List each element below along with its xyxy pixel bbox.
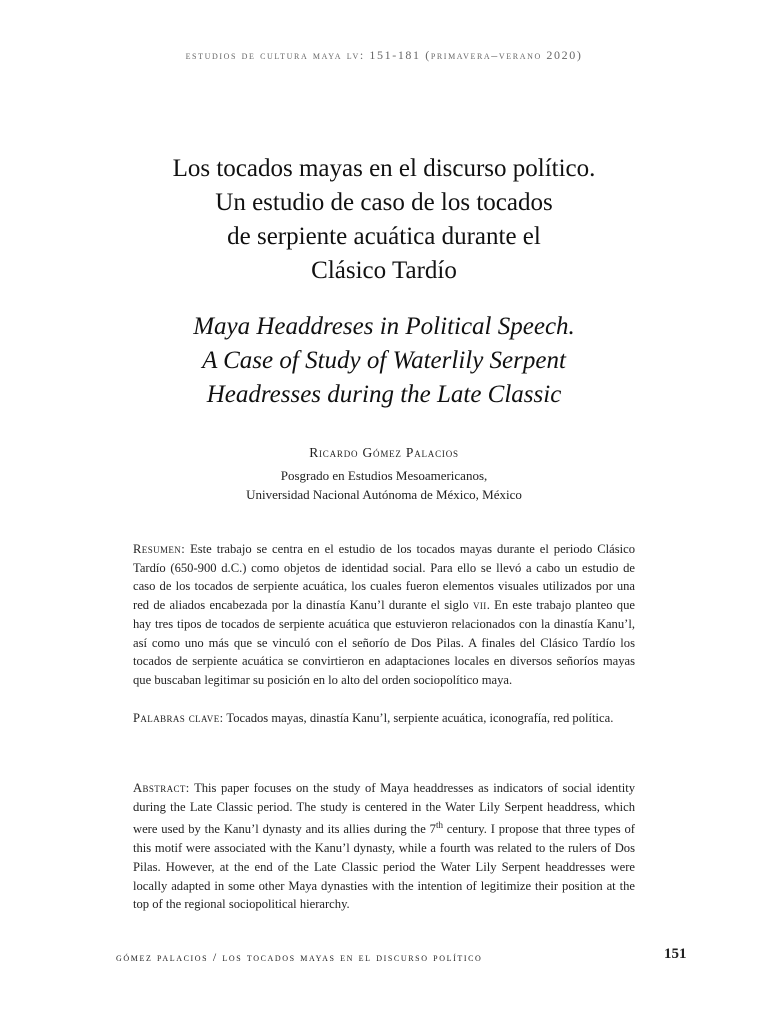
title-es-line: Los tocados mayas en el discurso político. (172, 155, 596, 182)
author-affiliation (0, 466, 768, 504)
ordinal-superscript: th (435, 820, 443, 831)
page-number: 151 (664, 946, 687, 962)
title-es-line: de serpiente acuática durante el (227, 223, 541, 250)
article-title-spanish (84, 152, 684, 288)
resumen-label: Resumen: (133, 542, 186, 556)
author-name: Ricardo Gómez Palacios (309, 445, 459, 460)
running-head: estudios de cultura maya lv: 151-181 (primavera–verano 2020) (185, 48, 583, 62)
title-en-line: Maya Headdreses in Political Speech. (193, 313, 575, 340)
abstract-label: Abstract: (133, 781, 190, 795)
article-title-english (84, 310, 684, 412)
resumen-text: Este trabajo se centra en el estudio de los tocados mayas durante el periodo Clásico Tardío (650-900 d.C.) como objetos de identidad social. Para ello se llevó a cabo un estudio de caso de los tocados de serpiente acuática, los cuales fueron elementos visuales utilizados por una red de aliados encabezada por la dinastía Kanu’l durante el siglo (133, 542, 635, 613)
abstract-text: This paper focuses on the study of Maya headdresses as indicators of social identity during the Late Classic period. The study is centered in the Water Lily Serpent headdress, which were used by the Kanu’l dynasty and its allies during the 7 (133, 781, 635, 837)
title-en-line: Headresses during the Late Classic (206, 381, 562, 408)
affiliation-line: Universidad Nacional Autónoma de México, México (246, 487, 522, 502)
keywords-text: Tocados mayas, dinastía Kanu’l, serpiente acuática, iconografía, red política. (223, 711, 614, 725)
keywords-label: Palabras clave: (133, 711, 224, 725)
century-numeral: vii (473, 598, 487, 613)
title-en-line: A Case of Study of Waterlily Serpent (202, 347, 566, 374)
abstract-paragraph (133, 779, 635, 914)
running-foot: gómez palacios / los tocados mayas en el discurso político (116, 950, 483, 964)
resumen-text-continued: . En este trabajo planteo que hay tres tipos de tocados de serpiente acuática que estuvieron relacionados con la dinastía Kanu’l, así como uno más que se vinculó con el señorío de Dos Pilas. A finales del Clásico Tardío los tocados de serpiente acuática se convirtieron en adaptaciones locales en diversos señoríos mayas que buscaban legitimar su posición en lo alto del orden sociopolítico maya. (133, 598, 635, 687)
abstract-text-continued: century. I propose that three types of this motif were associated with the Kanu’l dynasty, while a fourth was related to the rulers of Dos Pilas. However, at the end of the Late Classic period the Water Lily Serpent headdresses were locally adapted in some other Maya dynasties with the intention of legitimize their position at the top of the regional sociopolitical hierarchy. (133, 822, 635, 912)
keywords-paragraph (133, 709, 635, 728)
affiliation-line: Posgrado en Estudios Mesoamericanos, (280, 468, 488, 483)
title-es-line: Clásico Tardío (311, 257, 457, 284)
resumen-paragraph (133, 540, 635, 690)
title-es-line: Un estudio de caso de los tocados (215, 189, 553, 216)
